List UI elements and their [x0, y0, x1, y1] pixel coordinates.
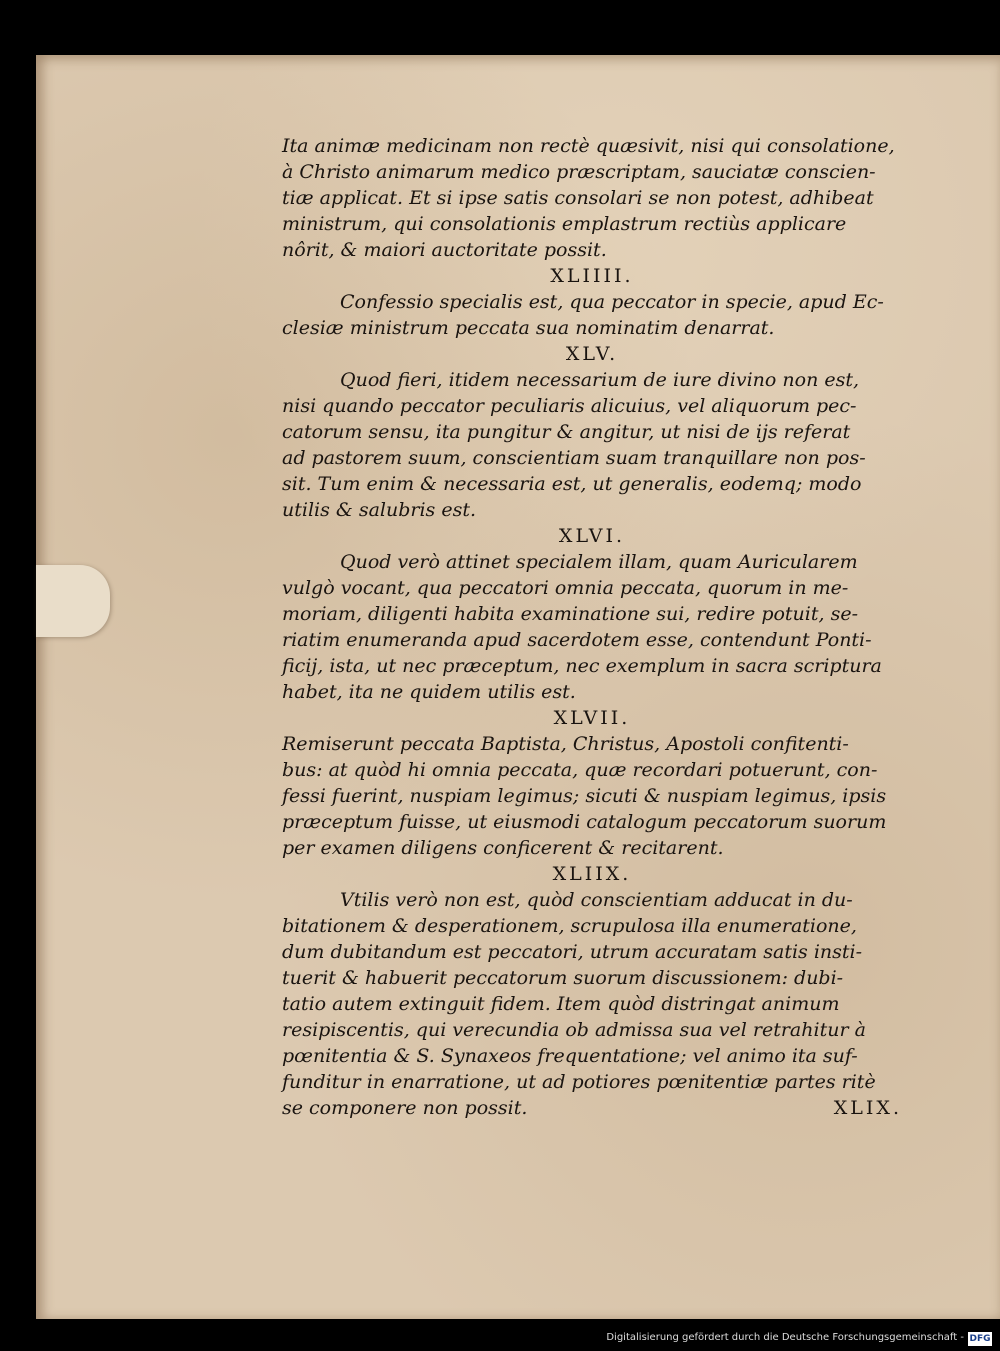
text-line: clesiæ ministrum peccata sua nominatim denarrat. — [282, 317, 775, 339]
text-line: se componere non possit. — [282, 1097, 528, 1119]
text-line: ficij, ista, ut nec præceptum, nec exemplum in sacra scriptura — [282, 655, 882, 677]
text-line: sit. Tum enim & necessaria est, ut generalis, eodemq; modo — [282, 473, 862, 495]
text-line: nôrit, & maiori auctoritate possit. — [282, 239, 607, 261]
catchword: XLIX. — [833, 1097, 902, 1119]
page-text — [282, 133, 902, 1121]
text-line: tatio autem extinguit fidem. Item quòd distringat animum — [282, 993, 840, 1015]
text-line: resipiscentis, qui verecundia ob admissa sua vel retrahitur à — [282, 1019, 866, 1041]
text-line: nisi quando peccator peculiaris alicuius, vel aliquorum pec- — [282, 395, 857, 417]
text-line: riatim enumeranda apud sacerdotem esse, contendunt Ponti- — [282, 629, 872, 651]
section-heading-xlvi: XLVI. — [558, 525, 626, 547]
text-line: ministrum, qui consolationis emplastrum rectiùs applicare — [282, 213, 847, 235]
text-line: ad pastorem suum, conscientiam suam tranquillare non pos- — [282, 447, 866, 469]
text-line: catorum sensu, ita pungitur & angitur, ut nisi de ijs referat — [282, 421, 851, 443]
text-line: Confessio specialis est, qua peccator in specie, apud Ec- — [340, 291, 884, 313]
text-line: dum dubitandum est peccatori, utrum accuratam satis insti- — [282, 941, 863, 963]
text-line: à Christo animarum medico præscriptam, sauciatæ conscien- — [282, 161, 876, 183]
text-line: præceptum fuisse, ut eiusmodi catalogum peccatorum suorum — [282, 811, 887, 833]
text-line: tiæ applicat. Et si ipse satis consolari se non potest, adhibeat — [282, 187, 874, 209]
text-line: pœnitentia & S. Synaxeos frequentatione; vel animo ita suf- — [282, 1045, 858, 1067]
text-line: utilis & salubris est. — [282, 499, 477, 521]
text-line: Ita animæ medicinam non rectè quæsivit, nisi qui consolatione, — [282, 135, 895, 157]
text-line: fessi fuerint, nuspiam legimus; sicuti & nuspiam legimus, ipsis — [282, 785, 887, 807]
text-line: Quod verò attinet specialem illam, quam Auricularem — [340, 551, 858, 573]
text-line: bitationem & desperationem, scrupulosa illa enumeratione, — [282, 915, 857, 937]
text-line: moriam, diligenti habita examinatione sui, redire potuit, se- — [282, 603, 859, 625]
section-heading-xlv: XLV. — [565, 343, 619, 365]
text-line: Quod fieri, itidem necessarium de iure divino non est, — [340, 369, 860, 391]
final-line — [282, 1095, 902, 1121]
text-line: habet, ita ne quidem utilis est. — [282, 681, 576, 703]
text-line: Vtilis verò non est, quòd conscientiam adducat in du- — [340, 889, 853, 911]
page-clip-tab — [36, 565, 110, 637]
text-line: bus: at quòd hi omnia peccata, quæ recordari potuerunt, con- — [282, 759, 878, 781]
text-line: vulgò vocant, qua peccatori omnia peccata, quorum in me- — [282, 577, 849, 599]
text-line: Remiserunt peccata Baptista, Christus, Apostoli confitenti- — [282, 733, 849, 755]
digitization-credit: Digitalisierung gefördert durch die Deutsche Forschungsgemeinschaft - — [606, 1332, 964, 1343]
text-line: per examen diligens conficerent & recitarent. — [282, 837, 724, 859]
text-line: funditur in enarratione, ut ad potiores pœnitentiæ partes ritè — [282, 1071, 876, 1093]
section-heading-xliiii: XLIIII. — [550, 265, 634, 287]
section-heading-xlvii: XLVII. — [553, 707, 631, 729]
section-heading-xliix: XLIIX. — [552, 863, 632, 885]
dfg-logo-icon: DFG — [969, 1334, 991, 1344]
text-line: tuerit & habuerit peccatorum suorum discussionem: dubi- — [282, 967, 844, 989]
